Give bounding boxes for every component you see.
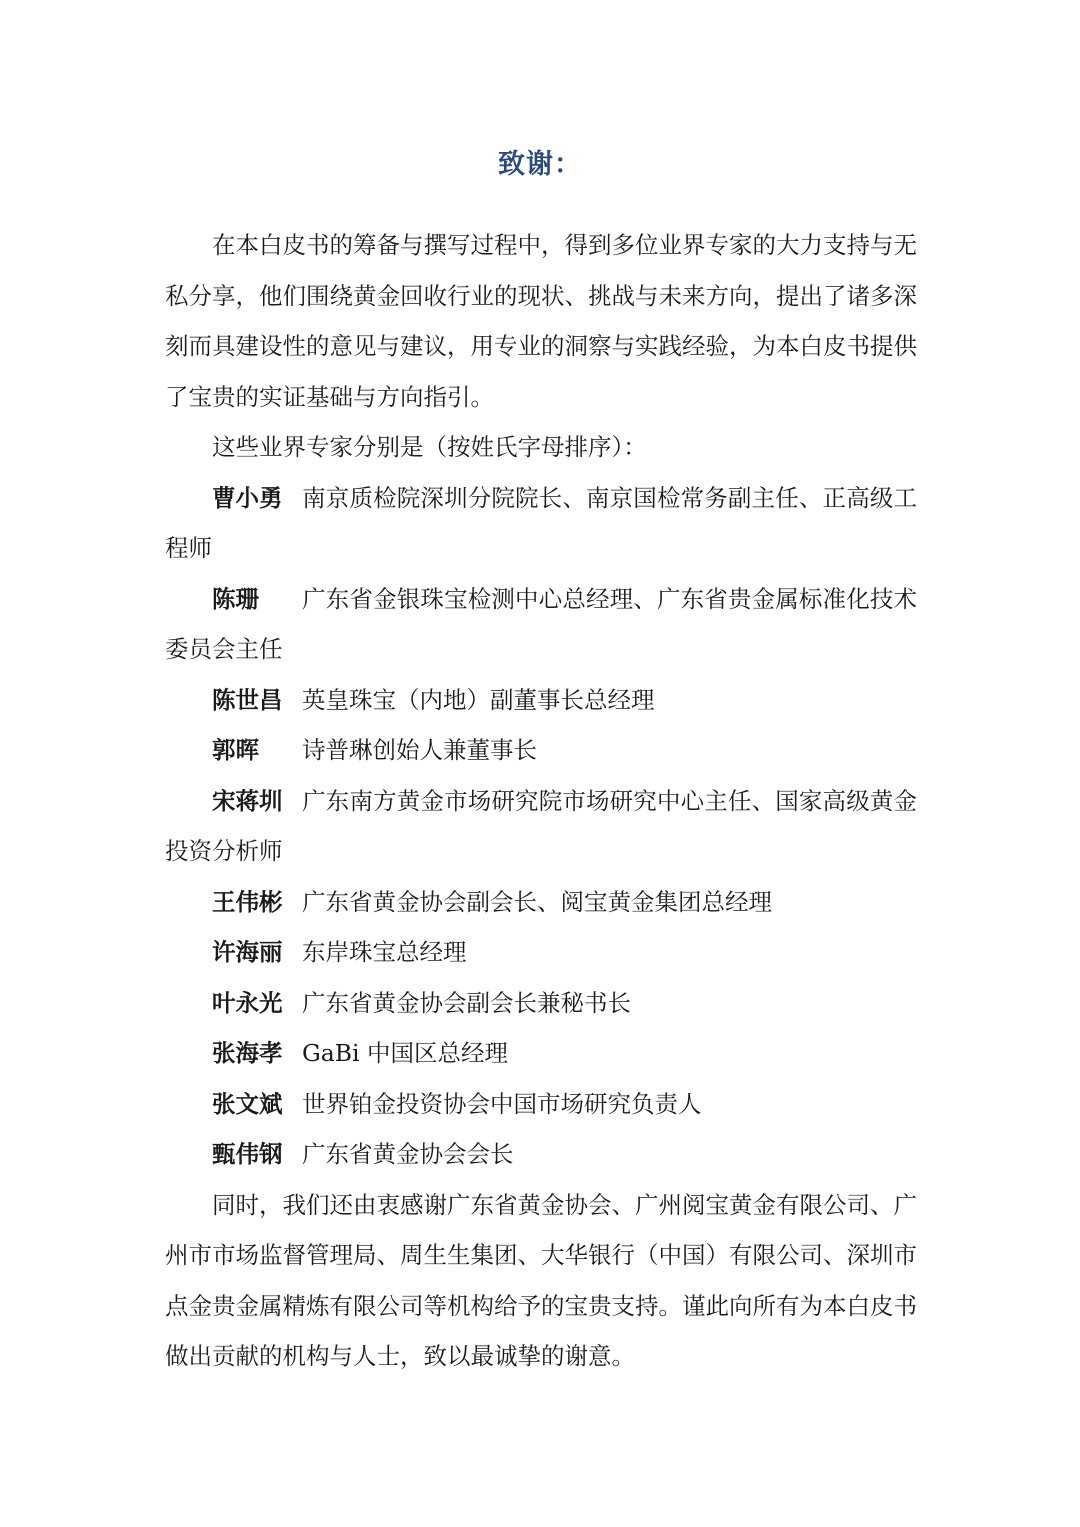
acknowledgement-body (165, 220, 917, 1382)
expert-role: 广东南方黄金市场研究院市场研究中心主任、国家高级黄金投资分析师 (165, 786, 917, 865)
expert-entry (165, 473, 917, 574)
expert-entry (165, 1028, 917, 1079)
expert-role: GaBi 中国区总经理 (302, 1039, 509, 1067)
expert-name: 甄伟钢 (212, 1140, 283, 1168)
intro-paragraph: 在本白皮书的筹备与撰写过程中，得到多位业界专家的大力支持与无私分享，他们围绕黄金回收行业的现状、挑战与未来方向，提出了诸多深刻而具建设性的意见与建议，用专业的洞察与实践经验，为本白皮书提供了宝贵的实证基础与方向指引。 (165, 231, 917, 411)
expert-role: 世界铂金投资协会中国市场研究负责人 (302, 1089, 702, 1118)
expert-name: 张文斌 (212, 1089, 283, 1118)
expert-role: 诗普琳创始人兼董事长 (302, 736, 537, 764)
expert-entry (165, 927, 917, 978)
expert-role: 广东省金银珠宝检测中心总经理、广东省贵金属标准化技术委员会主任 (165, 584, 917, 663)
expert-name: 叶永光 (212, 988, 283, 1017)
closing-paragraph: 同时，我们还由衷感谢广东省黄金协会、广州阅宝黄金有限公司、广州市市场监督管理局、周生生集团、大华银行（中国）有限公司、深圳市点金贵金属精炼有限公司等机构给予的宝贵支持。谨此向所有为本白皮书做出贡献的机构与人士，致以最诚挚的谢意。 (165, 1190, 917, 1370)
expert-name: 陈世昌 (212, 685, 283, 714)
expert-role: 东岸珠宝总经理 (302, 938, 467, 966)
expert-name: 郭晖 (212, 736, 259, 764)
expert-name: 曹小勇 (212, 483, 283, 512)
expert-role: 广东省黄金协会副会长、阅宝黄金集团总经理 (302, 887, 772, 916)
expert-entry (165, 776, 917, 877)
expert-name: 王伟彬 (212, 887, 283, 916)
expert-entry (165, 877, 917, 928)
expert-entry (165, 574, 917, 675)
page-title: 致谢： (498, 149, 582, 180)
expert-role: 广东省黄金协会副会长兼秘书长 (302, 988, 631, 1017)
expert-role: 英皇珠宝（内地）副董事长总经理 (302, 685, 655, 714)
expert-list-intro: 这些业界专家分别是（按姓氏字母排序）： (212, 433, 647, 461)
expert-entry (165, 1079, 917, 1130)
expert-entry (165, 1129, 917, 1180)
expert-name: 张海孝 (212, 1039, 283, 1067)
expert-entry (165, 725, 917, 776)
expert-entry (165, 675, 917, 726)
expert-role: 南京质检院深圳分院院长、南京国检常务副主任、正高级工程师 (165, 483, 917, 562)
expert-name: 陈珊 (212, 584, 259, 613)
expert-role: 广东省黄金协会会长 (302, 1140, 514, 1168)
expert-name: 宋蒋圳 (212, 786, 283, 815)
expert-name: 许海丽 (212, 938, 283, 966)
expert-entry (165, 978, 917, 1029)
